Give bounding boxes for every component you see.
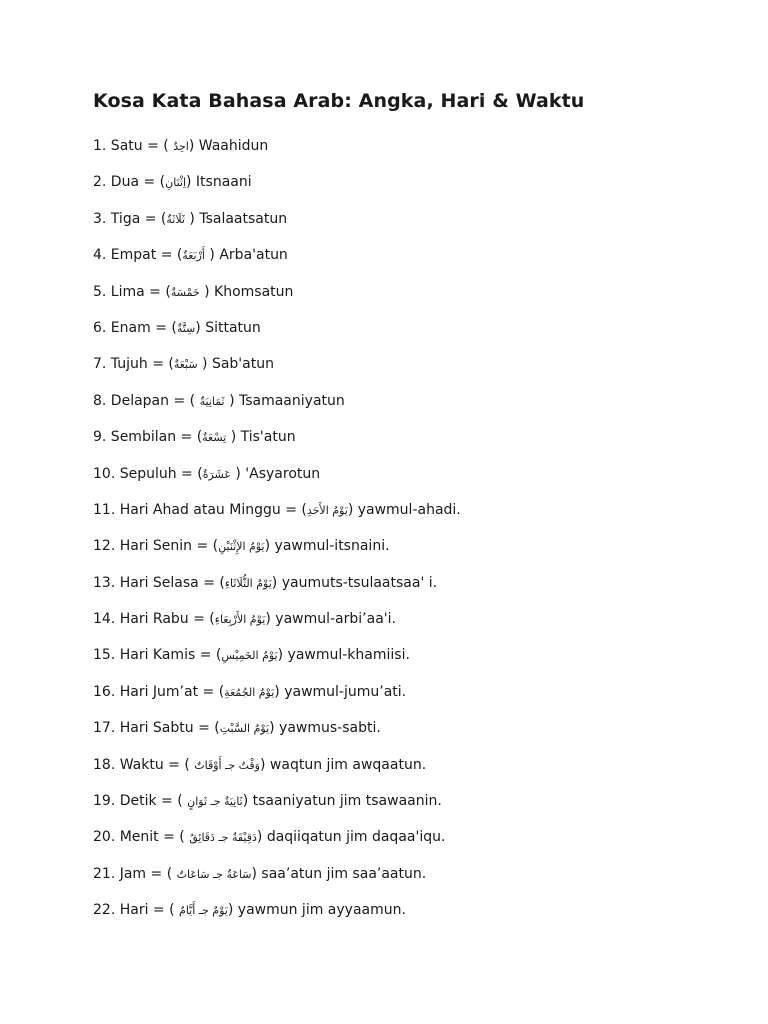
arabic-term: يَوْمُ الأَرْبِعَاءِ (214, 613, 266, 627)
vocab-prefix: 2. Dua = ( (93, 174, 166, 191)
vocab-suffix: ) Waahidun (188, 138, 269, 154)
vocab-suffix: ) yawmul-jumu’ati. (274, 683, 407, 700)
arabic-term: سَاعَةٌ جـ سَاعَاتٌ (176, 867, 252, 881)
vocab-item (93, 428, 733, 446)
vocab-suffix: ) Tsamaaniyatun (224, 392, 345, 409)
vocab-prefix: 1. Satu = ( (93, 138, 174, 154)
document-page (93, 88, 733, 938)
vocab-prefix: 8. Delapan = ( (93, 392, 200, 409)
vocab-prefix: 7. Tujuh = ( (93, 356, 174, 373)
arabic-term: سِتَّةٌ (176, 321, 196, 335)
vocab-item (93, 246, 733, 264)
arabic-term: يَوْمُ الإِثْنَيْنِ (218, 540, 265, 554)
vocab-item (93, 865, 733, 883)
vocab-item (93, 792, 733, 810)
vocab-suffix: ) yawmun jim ayyaamun. (227, 902, 406, 919)
vocab-prefix: 13. Hari Selasa = ( (93, 574, 225, 591)
vocab-suffix: ) yawmul-khamiisi. (277, 647, 410, 664)
arabic-term: يَوْمٌ جـ أَيَّامٌ (179, 904, 228, 918)
vocab-item (93, 537, 733, 555)
vocab-item (93, 137, 733, 155)
vocab-suffix: ) yawmus-sabti. (269, 720, 381, 737)
vocab-suffix: ) tsaaniyatun jim tsawaanin. (242, 793, 442, 810)
vocab-item (93, 574, 733, 592)
vocab-item (93, 756, 733, 774)
vocab-prefix: 21. Jam = ( (93, 865, 177, 882)
arabic-term: أَرْبَعَةٌ (182, 249, 205, 263)
vocab-prefix: 22. Hari = ( (93, 902, 180, 919)
arabic-term: يَوْمُ الأَحَدِ (306, 503, 348, 517)
vocab-suffix: ) Khomsatun (199, 283, 294, 300)
arabic-term: يَوْمُ الثُّلَاثَاءِ (224, 576, 272, 590)
vocab-prefix: 9. Sembilan = ( (93, 429, 203, 446)
vocab-suffix: ) Arba'atun (204, 247, 288, 264)
arabic-term: يَوْمُ الجُمُعَةِ (224, 685, 275, 699)
vocab-item (93, 283, 733, 301)
page-title: Kosa Kata Bahasa Arab: Angka, Hari & Waktu (93, 90, 585, 112)
arabic-term: احِدٌ (173, 140, 189, 153)
vocab-suffix: ) Tis'atun (226, 429, 296, 446)
arabic-term: اِثْنَانِ (165, 176, 187, 190)
vocab-item (93, 355, 733, 373)
vocab-prefix: 6. Enam = ( (93, 319, 177, 336)
vocab-prefix: 12. Hari Senin = ( (93, 538, 219, 555)
vocab-suffix: ) Sittatun (195, 319, 261, 336)
arabic-term: دَقِيْقَةٌ جـ دَقَائِقُ (189, 831, 257, 845)
vocab-suffix: ) daqiiqatun jim daqaa'iqu. (256, 829, 446, 846)
vocab-prefix: 15. Hari Kamis = ( (93, 647, 222, 664)
vocab-item (93, 828, 733, 846)
arabic-term: سَبْعَةٌ (173, 358, 198, 372)
vocab-prefix: 20. Menit = ( (93, 829, 190, 846)
arabic-term: وَقْتٌ جـ أَوْقَاتٌ (194, 758, 260, 772)
vocab-suffix: ) Sab'atun (197, 356, 274, 373)
vocab-item (93, 719, 733, 737)
vocab-prefix: 10. Sepuluh = ( (93, 465, 203, 482)
arabic-term: خَمْسَةٌ (170, 285, 200, 299)
vocab-item (93, 683, 733, 701)
vocab-item (93, 210, 733, 228)
vocab-item (93, 465, 733, 483)
vocab-item (93, 501, 733, 519)
vocab-prefix: 3. Tiga = ( (93, 210, 167, 227)
vocab-prefix: 14. Hari Rabu = ( (93, 611, 215, 628)
vocab-prefix: 18. Waktu = ( (93, 756, 195, 773)
vocab-item (93, 319, 733, 337)
vocab-suffix: ) 'Asyarotun (230, 465, 321, 482)
vocab-prefix: 4. Empat = ( (93, 247, 183, 264)
vocab-suffix: ) yaumuts-tsulaatsaa' i. (271, 574, 438, 591)
vocab-prefix: 16. Hari Jum’at = ( (93, 683, 225, 700)
vocab-item (93, 646, 733, 664)
vocab-item (93, 173, 733, 191)
vocab-suffix: ) yawmul-ahadi. (347, 501, 461, 518)
vocab-prefix: 5. Lima = ( (93, 283, 171, 300)
vocab-item (93, 392, 733, 410)
vocab-suffix: ) saa’atun jim saa’aatun. (251, 865, 427, 882)
vocab-suffix: ) yawmul-itsnaini. (264, 538, 390, 555)
arabic-term: ثَمَانِيَةٌ (199, 394, 225, 408)
arabic-term: ثَلَاثَةٌ (166, 212, 185, 226)
vocab-prefix: 19. Detik = ( (93, 793, 188, 810)
vocab-list (93, 137, 733, 919)
vocab-prefix: 17. Hari Sabtu = ( (93, 720, 220, 737)
vocab-suffix: ) yawmul-arbi’aa'i. (265, 611, 396, 628)
vocab-prefix: 11. Hari Ahad atau Minggu = ( (93, 501, 307, 518)
vocab-item (93, 610, 733, 628)
vocab-suffix: ) Tsalaatsatun (184, 210, 288, 227)
vocab-item (93, 901, 733, 919)
vocab-suffix: ) Itsnaani (186, 174, 252, 191)
arabic-term: ثَانِيَةٌ جـ ثَوَانٍ (187, 795, 243, 809)
vocab-suffix: ) waqtun jim awqaatun. (260, 756, 427, 773)
arabic-term: تِسْعَةٌ (202, 431, 227, 445)
arabic-term: عَشَرَةٌ (202, 467, 231, 481)
arabic-term: يَوْمُ السَّبْتِ (219, 722, 270, 736)
arabic-term: يَوْمُ الخَمِيْسِ (221, 649, 278, 663)
